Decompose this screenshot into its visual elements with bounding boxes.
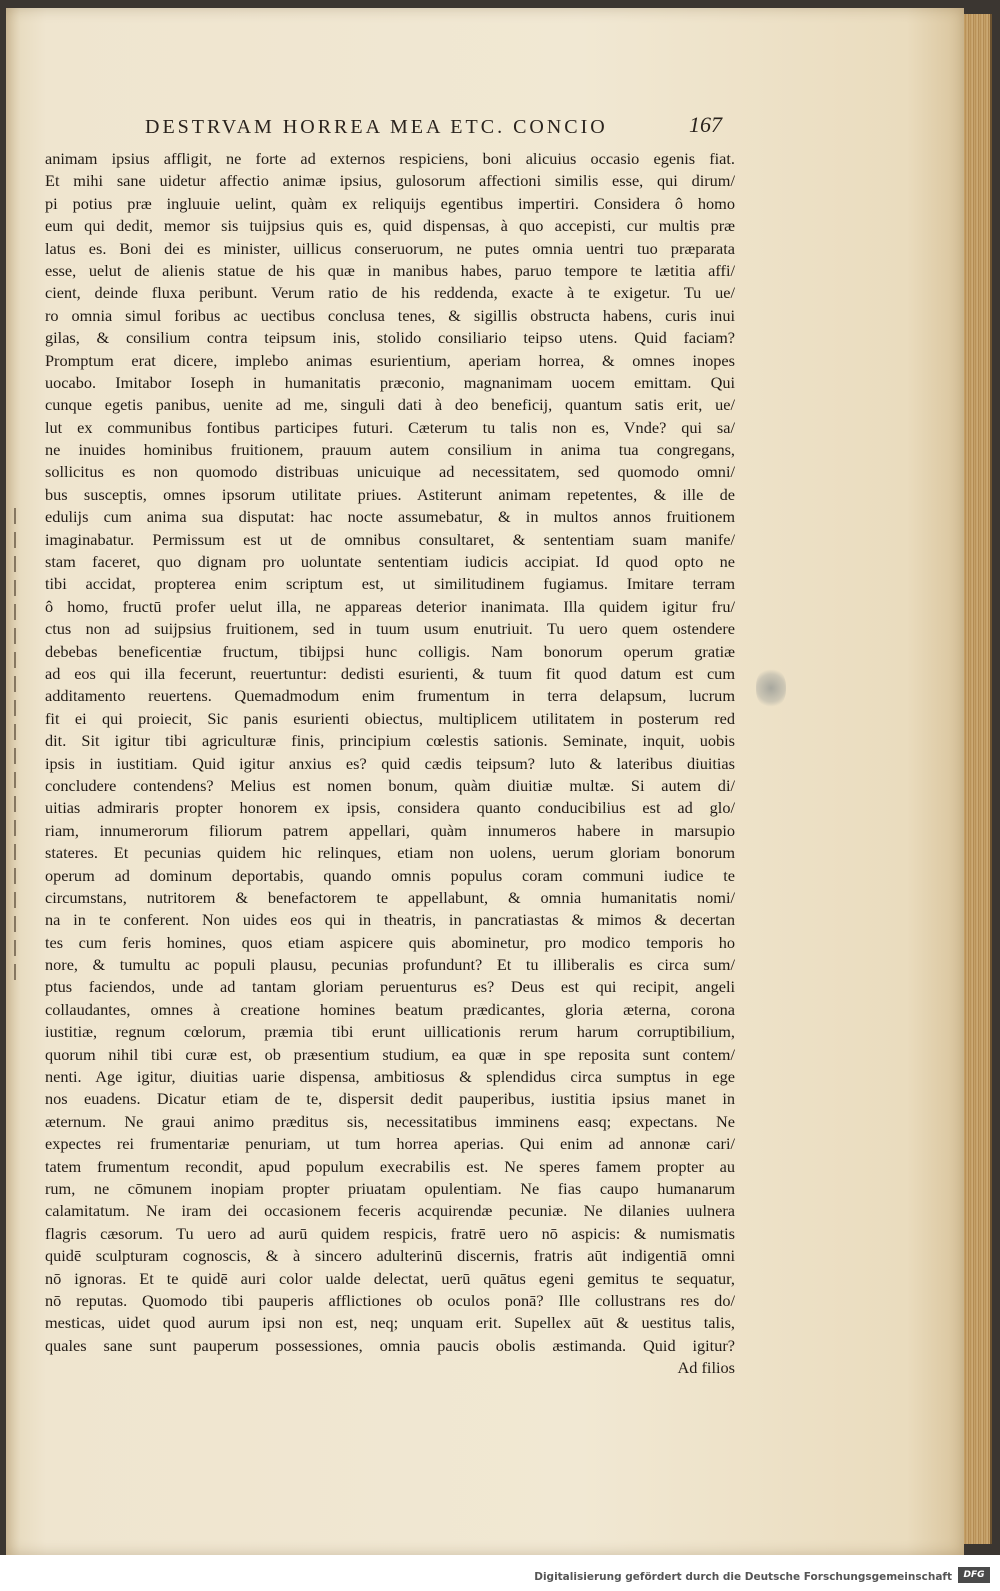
text-line: tibi accidat, propterea enim scriptum est, ut similitudinem fugiamus. Imitare terram	[45, 574, 735, 594]
page-header	[145, 112, 745, 142]
text-line: nenti. Age igitur, diuitias uarie dispensa, ambitiosus & splendidus circa sumptus in ege	[45, 1067, 735, 1087]
text-line: lut ex communibus fontibus participes futuri. Cæterum tu talis non es, Vnde? qui sa/	[45, 417, 735, 437]
gutter-marks	[14, 508, 24, 988]
text-line: flagris cæsorum. Tu uero ad aurū quidem respicis, fratrē uero nō aspicis: & numismatis	[45, 1223, 735, 1243]
text-line: gilas, & consilium contra teipsum inis, stolido consiliario teipso utens. Quid faciam?	[45, 328, 735, 348]
text-line: ro omnia simul foribus ac uectibus conclusa tenes, & sigillis obstructa habens, curis inui	[45, 305, 735, 325]
text-line: concludere contendens? Melius est nomen bonum, quàm diuitiæ multæ. Si autem di/	[45, 775, 735, 795]
text-line: ô homo, fructū profer uelut illa, ne appareas deterior inanimata. Illa quidem igitur fru/	[45, 596, 735, 616]
page-edges	[964, 14, 992, 1544]
text-line: bus susceptis, omnes ipsorum utilitate priues. Astiterunt animam repetentes, & ille de	[45, 484, 735, 504]
body-text	[45, 148, 735, 1379]
text-line: expectes rei frumentariæ penuriam, ut tum horrea aperias. Qui enim ad annonæ cari/	[45, 1134, 735, 1154]
text-line: stateres. Et pecunias quidem hic relinques, etiam non uolens, uerum gloriam bonorum	[45, 843, 735, 863]
text-line: debebas beneficentiæ fructum, tibijpsi hunc colligis. Nam bonorum operum gratiæ	[45, 641, 735, 661]
text-line: sollicitus es non quomodo distribuas unicuique ad necessitatem, sed quomodo omni/	[45, 462, 735, 482]
text-line: ptus faciendos, unde ad tantam gloriam peruenturus es? Deus est qui recipit, angeli	[45, 977, 735, 997]
dfg-logo: DFG	[958, 1567, 990, 1583]
text-line: nore, & tumultu ac populi plausu, pecunias profundunt? Et tu illiberalis es circa sum/	[45, 955, 735, 975]
text-line: quorum nihil tibi curæ est, ob præsentium studium, ea quæ in spe reposita sunt contem/	[45, 1044, 735, 1064]
text-line: additamento reuertens. Quemadmodum enim frumentum in terra delapsum, lucrum	[45, 686, 735, 706]
text-line: quales sane sunt pauperum possessiones, omnia paucis obolis æstimanda. Quid igitur?	[45, 1335, 735, 1355]
text-line: fit ei qui proiecit, Sic panis esurienti obiectus, multiplicem utilitatem in posterum red	[45, 708, 735, 728]
text-line: dit. Sit igitur tibi agriculturæ finis, principium cœlestis sationis. Seminate, inquit, uobis	[45, 731, 735, 751]
text-line: nō ignoras. Et te quidē auri color ualde delectat, uerū quātus egeni gemitus te sequatur,	[45, 1268, 735, 1288]
text-line: Et mihi sane uidetur affectio animæ ipsius, gulosorum affectioni similis esse, qui dirum/	[45, 171, 735, 191]
text-line: collaudantes, omnes à creatione homines beatum prædicantes, gloria æterna, corona	[45, 999, 735, 1019]
text-line: quidē sculpturam cognoscis, & à sincero adulterinū discernis, fratris aūt indigentiā omni	[45, 1246, 735, 1266]
text-line: operum ad dominum deportabis, quando omnis populus coram communi iudice te	[45, 865, 735, 885]
text-line: calamitatum. Ne iram dei occasionem feceris acquirendæ pecuniæ. Ne dilanies uulnera	[45, 1201, 735, 1221]
footer-bar	[0, 1555, 1000, 1591]
text-line: nō reputas. Quomodo tibi pauperis afflictiones ob oculos ponā? Ille collustrans res do/	[45, 1290, 735, 1310]
text-line: imaginabatur. Permissum est ut de omnibus consultaret, & sententiam suam manife/	[45, 529, 735, 549]
text-line: rum, ne cōmunem inopiam propter priuatam opulentiam. Ne fias caupo humanarum	[45, 1178, 735, 1198]
text-line: ipsis in iustitiam. Quid igitur anxius es? quid cædis teipsum? luto & lateribus diuitias	[45, 753, 735, 773]
text-line: cient, deinde fluxa peribunt. Verum ratio de his reddenda, exacte à te exigetur. Tu ue/	[45, 283, 735, 303]
text-line: na in te conferent. Non uides eos qui in theatris, in pancratiastas & mimos & decertan	[45, 910, 735, 930]
text-line: esse, uelut de alienis statue de his quæ in manibus habes, paruo tempore te lætitia affi/	[45, 260, 735, 280]
text-line: uitias admiraris propter honorem ex ipsis, considera quanto conducibilius est ad glo/	[45, 798, 735, 818]
text-line: ad eos qui illa fecerunt, reuertuntur: dedisti esurienti, & tuum fit quod datum est cum	[45, 663, 735, 683]
text-line: latus es. Boni dei es minister, uillicus conseruorum, ne putes omnia uentri tuo præparata	[45, 238, 735, 258]
text-line: iustitiæ, regnum cœlorum, præmia tibi erunt uillicationis rerum harum corruptibilium,	[45, 1022, 735, 1042]
running-title: DESTRVAM HORREA MEA ETC. CONCIO	[145, 116, 608, 138]
catchword: Ad filios	[677, 1358, 735, 1378]
text-line: æternum. Ne graui animo præditus sis, necessitatibus imminens easq; expectans. Ne	[45, 1111, 735, 1131]
text-line: animam ipsius affligit, ne forte ad externos respiciens, boni alicuius occasio egenis fiat.	[45, 149, 735, 168]
page-number: 167	[689, 112, 722, 137]
paper-stain	[756, 668, 786, 708]
text-line: uocabo. Imitabor Ioseph in humanitatis præconio, magnanimam uocem emittam. Qui	[45, 372, 735, 392]
text-line: edulijs cum anima sua disputat: hac nocte assumebatur, & in multos annos fruitionem	[45, 507, 735, 527]
text-line: tes cum feris homines, quos etiam aspicere quis abominetur, pro modico temporis ho	[45, 932, 735, 952]
text-line: eum qui dedit, memor sis tuijpsius quis es, quid dispensas, à quo accepisti, cur multis præ	[45, 216, 735, 236]
text-line: riam, innumerorum filiorum patrem appellari, quàm innumeros habere in marsupio	[45, 820, 735, 840]
text-line: pi potius præ ingluuie uelint, quàm ex reliquijs egentibus impertiri. Considera ô homo	[45, 193, 735, 213]
text-line: stam faceret, quo dignam pro uoluntate sententiam iudicis accipiat. Id quod opto ne	[45, 552, 735, 572]
text-line: circumstans, nutritorem & benefactorem te appellabunt, & omnia humanitatis nomi/	[45, 887, 735, 907]
text-line: tatem frumentum recondit, apud populum execrabilis est. Ne speres famem propter au	[45, 1156, 735, 1176]
text-line: ctus non ad suijpsius fruitionem, sed in tuum usum enutriuit. Tu uero quem ostendere	[45, 619, 735, 639]
funding-credit: Digitalisierung gefördert durch die Deutsche Forschungsgemeinschaft	[534, 1571, 952, 1583]
text-line: cunque egetis panibus, uenite ad me, singuli dati à deo beneficij, quantum satis erit, ue/	[45, 395, 735, 415]
text-line: ne inuides hominibus fruitionem, prauum autem consilium in anima tua congregans,	[45, 440, 735, 460]
text-line: Promptum erat dicere, implebo animas esurientium, aperiam horrea, & omnes inopes	[45, 350, 735, 370]
text-line: nos euadens. Dicatur etiam de te, dispersit dedit pauperibus, iustitia ipsius manet in	[45, 1089, 735, 1109]
text-line: mesticas, uidet quod aurum ipsi non est, neq; unquam erit. Supellex aūt & uestitus talis,	[45, 1313, 735, 1333]
